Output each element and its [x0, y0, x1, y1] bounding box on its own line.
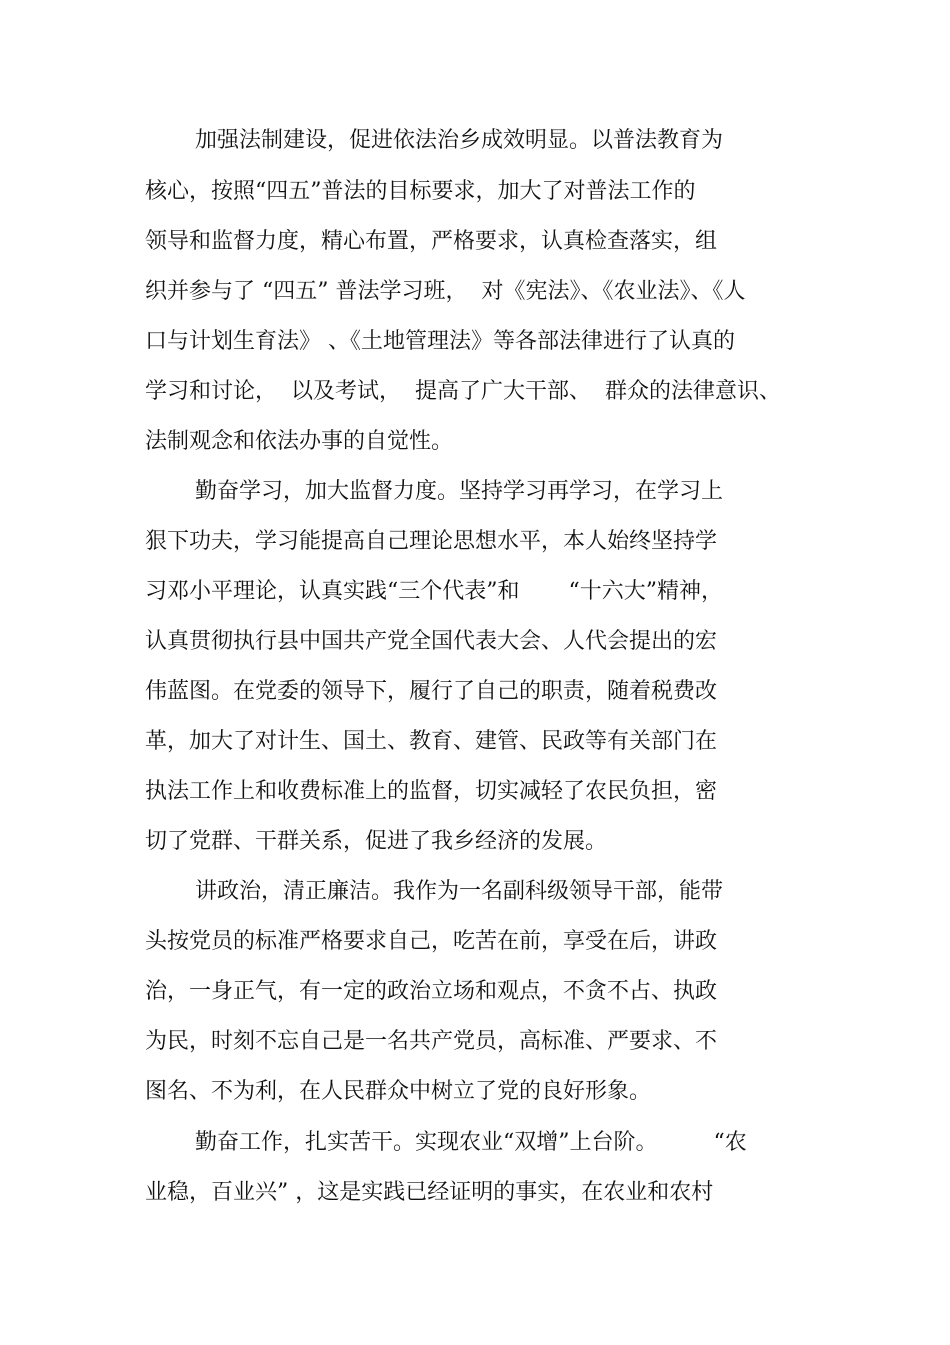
text-line: 织并参与了 “四五” 普法学习班， 对《宪法》、《农业法》、《人	[145, 279, 746, 304]
text-line: 法制观念和依法办事的自觉性。	[145, 429, 454, 454]
text-line: 治，一身正气，有一定的政治立场和观点，不贪不占、执政	[145, 979, 718, 1004]
text-line: 头按党员的标准严格要求自己，吃苦在前，享受在后，讲政	[145, 929, 718, 954]
text-line: 勤奋学习，加大监督力度。坚持学习再学习，在学习上	[195, 479, 724, 504]
text-line: 学习和讨论， 以及考试， 提高了广大干部、 群众的法律意识、	[145, 379, 781, 404]
text-line: 切了党群、干群关系，促进了我乡经济的发展。	[145, 829, 608, 854]
text-line: 伟蓝图。在党委的领导下，履行了自己的职责，随着税费改	[145, 679, 718, 704]
text-line: 认真贯彻执行县中国共产党全国代表大会、人代会提出的宏	[145, 629, 718, 654]
text-line: 图名、不为利，在人民群众中树立了党的良好形象。	[145, 1079, 652, 1104]
text-line: 领导和监督力度，精心布置，严格要求，认真检查落实，组	[145, 229, 718, 254]
text-line: 习邓小平理论，认真实践“三个代表”和 “十六大”精神，	[145, 579, 723, 604]
text-line: 核心，按照“四五”普法的目标要求，加大了对普法工作的	[145, 179, 696, 204]
text-line: 口与计划生育法》 、《土地管理法》等各部法律进行了认真的	[145, 329, 735, 354]
text-line: 讲政治，清正廉洁。我作为一名副科级领导干部，能带	[195, 879, 724, 904]
text-line: 狠下功夫，学习能提高自己理论思想水平，本人始终坚持学	[145, 529, 718, 554]
text-line: 加强法制建设，促进依法治乡成效明显。以普法教育为	[195, 128, 724, 153]
text-line: 为民，时刻不忘自己是一名共产党员，高标准、严要求、不	[145, 1029, 718, 1054]
text-line: 勤奋工作，扎实苦干。实现农业“双增”上台阶。 “农	[195, 1130, 747, 1155]
text-line: 革，加大了对计生、国土、教育、建管、民政等有关部门在	[145, 729, 718, 754]
text-line: 业稳，百业兴” ，这是实践已经证明的事实，在农业和农村	[145, 1180, 714, 1205]
text-line: 执法工作上和收费标准上的监督，切实减轻了农民负担，密	[145, 779, 718, 804]
